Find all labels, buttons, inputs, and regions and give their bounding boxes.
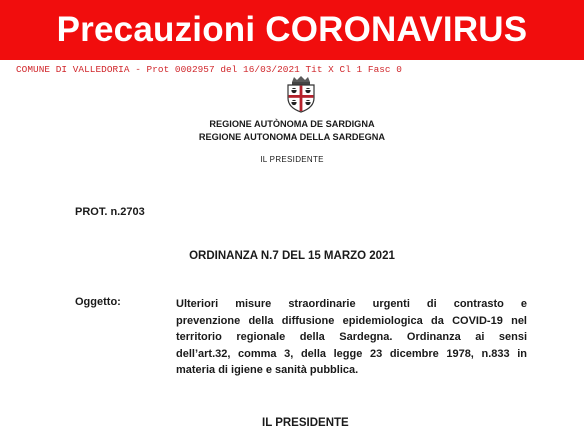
region-name-italian: REGIONE AUTONOMA DELLA SARDEGNA: [198, 132, 386, 142]
subject-line: territorio regionale della Sardegna. Ordinanza ai sensi: [176, 331, 527, 343]
ordinance-title: ORDINANZA N.7 DEL 15 MARZO 2021: [189, 250, 395, 262]
region-name-sardinian: REGIONE AUTÒNOMA DE SARDIGNA: [209, 119, 375, 129]
protocol-stamp: COMUNE DI VALLEDORIA - Prot 0002957 del 16/03/2021 Tit X Cl 1 Fasc 0: [16, 64, 402, 75]
subject-line: materia di igiene e sanità pubblica.: [176, 364, 359, 376]
subject-line: dell’art.32, comma 3, della legge 23 dicembre 1978, n.833 in: [176, 347, 527, 360]
office-label: IL PRESIDENTE: [260, 155, 324, 164]
sardinia-coat-of-arms-icon: [284, 76, 318, 113]
subject-line: prevenzione della diffusione epidemiologica da COVID-19 nel: [176, 314, 527, 327]
banner-title: Precauzioni CORONAVIRUS: [56, 10, 528, 49]
subject-line: Ulteriori misure straordinarie urgenti di contrasto e: [176, 298, 527, 310]
protocol-number: PROT. n.2703: [75, 206, 145, 218]
title-banner: [0, 0, 584, 60]
signatory-heading: IL PRESIDENTE: [262, 417, 349, 429]
subject-text: [176, 296, 527, 379]
subject-label: Oggetto:: [75, 296, 121, 308]
